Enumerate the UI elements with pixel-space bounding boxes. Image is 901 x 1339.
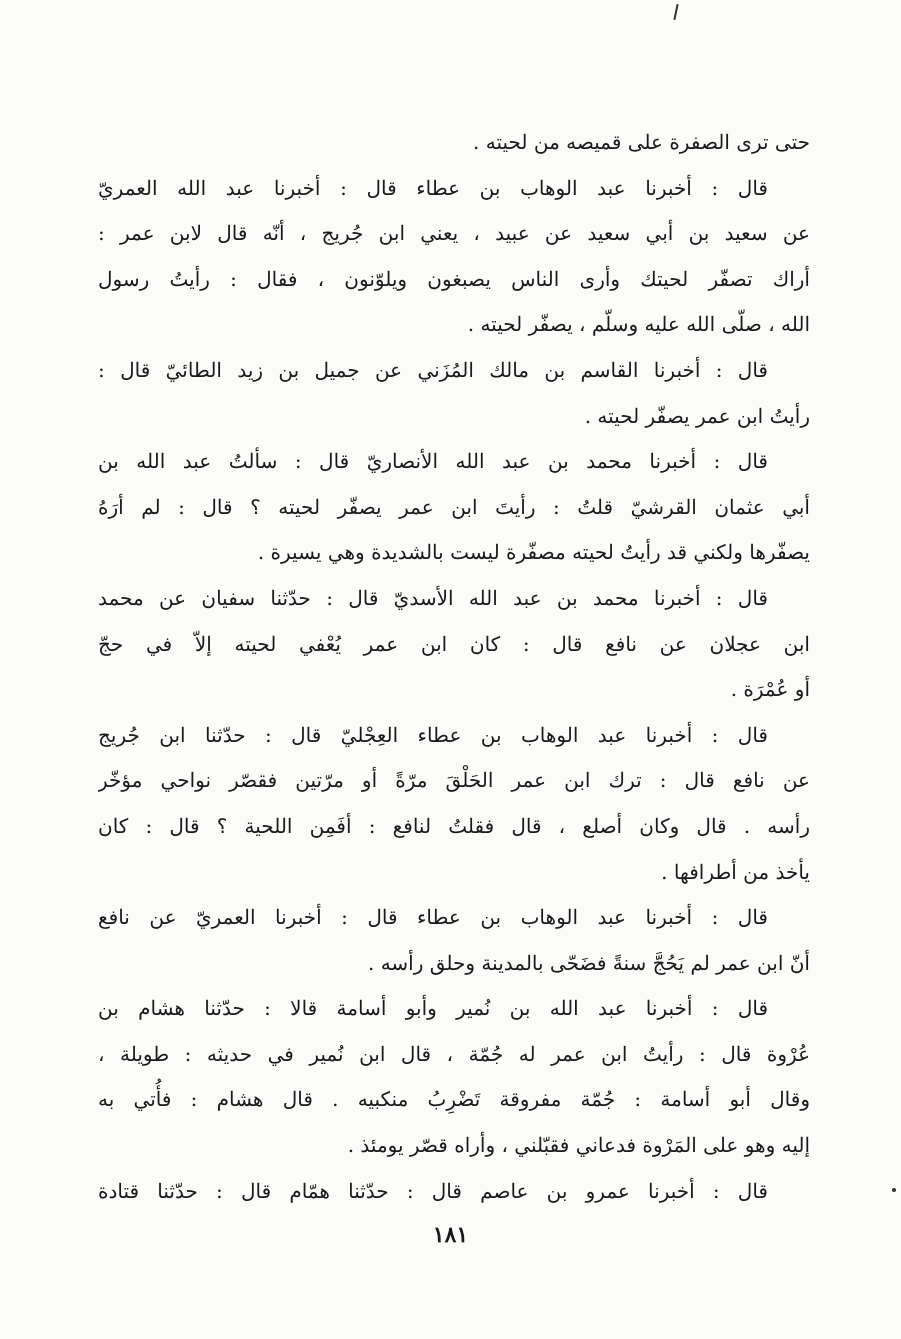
text-line: قال : أخبرنا محمد بن عبد الله الأنصاريّ قال : سألتُ عبد الله بن: [98, 449, 768, 474]
text-line: ابن عجلان عن نافع قال : كان ابن عمر يُعْفي لحيته إلاّ في حجّ: [98, 631, 810, 656]
text-line: أنّ ابن عمر لم يَحُجَّ سنةً فضَحّى بالمدينة وحلق رأسه .: [367, 950, 810, 975]
text-line: رأسه . قال وكان أصلع ، قال فقلتُ لنافع : أفَمِن اللحية ؟ قال : كان: [98, 813, 810, 838]
text-line: قال : أخبرنا عبد الوهاب بن عطاء قال : أخبرنا عبد الله العمريّ: [98, 175, 768, 200]
text-line: وقال أبو أسامة : جُمّة مفروقة تَضْرِبُ منكبيه . قال هشام : فأُتي به: [98, 1087, 810, 1112]
text-line: أراك تصفّر لحيتك وأرى الناس يصبغون ويلوّنون ، فقال : رأيتُ رسول: [98, 266, 810, 291]
text-line: قال : أخبرنا عمرو بن عاصم قال : حدّثنا همّام قال : حدّثنا قتادة: [98, 1178, 768, 1203]
page-body-text: [98, 120, 810, 1214]
text-line: يأخذ من أطرافها .: [661, 859, 810, 884]
text-line: عُرْوة قال : رأيتُ ابن عمر له جُمّة ، قال ابن نُمير في حديثه : طويلة ،: [98, 1041, 810, 1066]
text-line: قال : أخبرنا القاسم بن مالك المُزَني عن جميل بن زيد الطائيّ قال :: [98, 357, 768, 382]
text-line: قال : أخبرنا عبد الوهاب بن عطاء العِجْليّ قال : حدّثنا ابن جُريج: [98, 722, 768, 747]
text-line: أو عُمْرَة .: [730, 677, 810, 702]
text-line: الله ، صلّى الله عليه وسلّم ، يصفّر لحيته .: [467, 312, 810, 337]
text-line: قال : أخبرنا عبد الوهاب بن عطاء قال : أخبرنا العمريّ عن نافع: [98, 905, 768, 930]
text-line: رأيتُ ابن عمر يصفّر لحيته .: [584, 403, 810, 428]
text-line: يصفّرها ولكني قد رأيتُ لحيته مصفّرة ليست بالشديدة وهي يسيرة .: [257, 540, 810, 565]
page-number: ١٨١: [432, 1222, 469, 1248]
text-line: عن نافع قال : ترك ابن عمر الحَلْقَ مرّةً أو مرّتين فقصّر نواحي مؤخّر: [98, 768, 810, 793]
text-line: قال : أخبرنا عبد الله بن نُمير وأبو أسامة قالا : حدّثنا هشام بن: [98, 996, 768, 1021]
scan-speck: [892, 1188, 896, 1192]
text-line: عن سعيد بن أبي سعيد عن عبيد ، يعني ابن جُريج ، أنّه قال لابن عمر :: [98, 221, 810, 246]
text-line: قال : أخبرنا محمد بن عبد الله الأسديّ قال : حدّثنا سفيان عن محمد: [98, 585, 768, 610]
corner-mark: [673, 4, 678, 20]
text-line: أبي عثمان القرشيّ قلتُ : رأيتَ ابن عمر يصفّر لحيته ؟ قال : لم أرَهُ: [98, 494, 810, 519]
text-line: إليه وهو على المَرْوة فدعاني فقبّلني ، وأراه قصّر يومئذ .: [347, 1133, 810, 1158]
text-line: حتى ترى الصفرة على قميصه من لحيته .: [473, 130, 810, 154]
